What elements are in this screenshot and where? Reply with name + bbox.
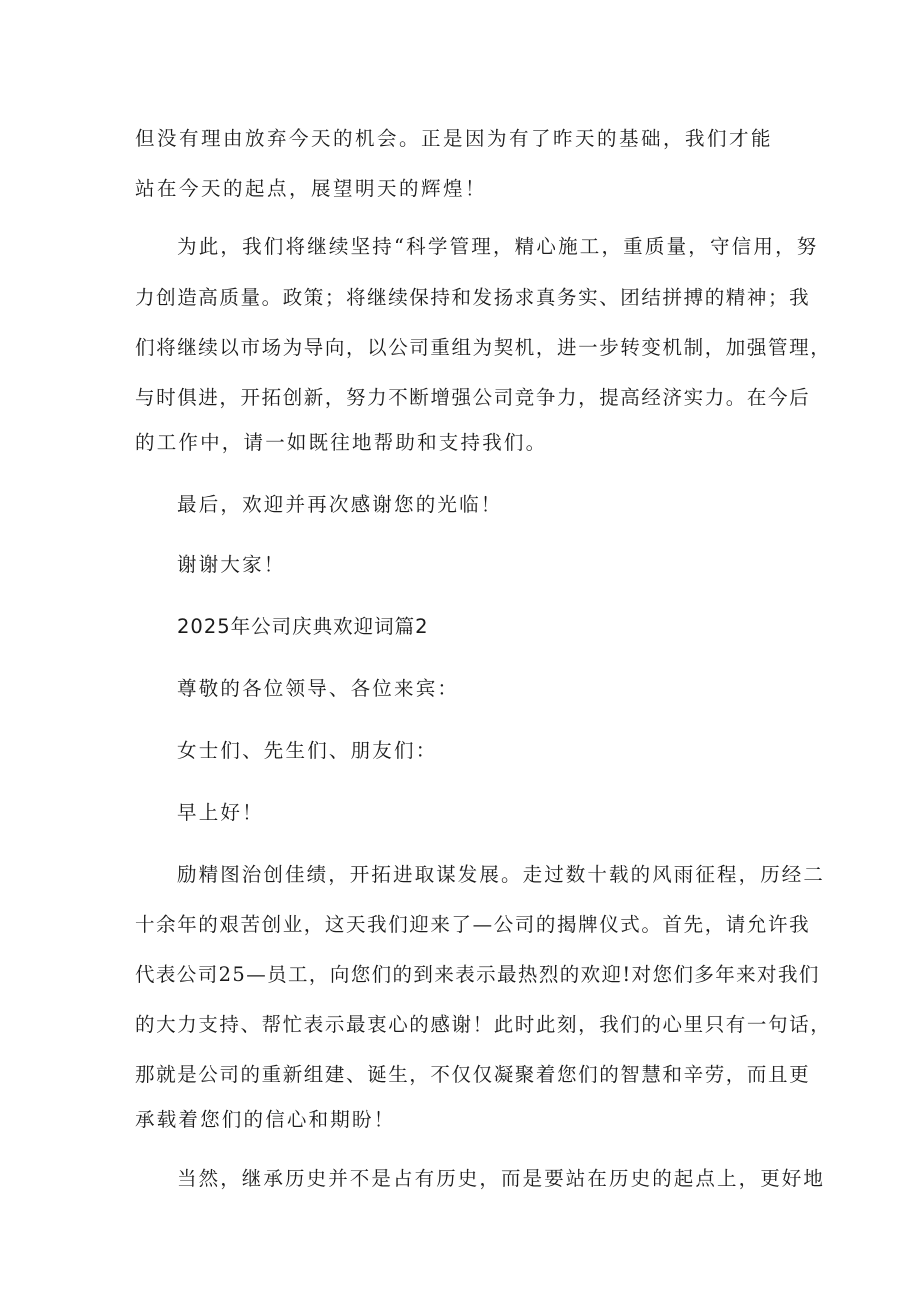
paragraph-line: 代表公司25—员工，向您们的到来表示最热烈的欢迎!对您们多年来对我们	[135, 963, 820, 986]
paragraph-line: 为此，我们将继续坚持“科学管理，精心施工，重质量，守信用，努	[177, 235, 819, 258]
paragraph-line: 尊敬的各位领导、各位来宾：	[177, 677, 460, 700]
paragraph-line: 的工作中，请一如既往地帮助和支持我们。	[135, 431, 548, 454]
paragraph-line: 站在今天的起点，展望明天的辉煌！	[135, 177, 488, 200]
paragraph-line: 与时俱进，开拓创新，努力不断增强公司竞争力，提高经济实力。在今后	[135, 386, 811, 409]
paragraph-line: 励精图治创佳绩，开拓进取谋发展。走过数十载的风雨征程，历经二	[177, 863, 826, 886]
paragraph-line: 女士们、先生们、朋友们：	[177, 739, 438, 762]
paragraph-line: 力创造高质量。政策；将继续保持和发扬求真务实、团结拼搏的精神；我	[135, 286, 811, 309]
paragraph-line: 们将继续以市场为导向，以公司重组为契机，进一步转变机制，加强管理，	[135, 336, 832, 359]
paragraph-line: 承载着您们的信心和期盼！	[135, 1108, 396, 1131]
paragraph-line: 谢谢大家！	[177, 553, 286, 576]
paragraph-line: 当然，继承历史并不是占有历史，而是要站在历史的起点上，更好地	[177, 1167, 826, 1190]
paragraph-line: 的大力支持、帮忙表示最衷心的感谢！此时此刻，我们的心里只有一句话，	[135, 1013, 832, 1036]
paragraph-line: 但没有理由放弃今天的机会。正是因为有了昨天的基础，我们才能	[135, 127, 774, 150]
paragraph-line: 最后，欢迎并再次感谢您的光临！	[177, 493, 503, 516]
section-heading: 2025年公司庆典欢迎词篇2	[177, 615, 429, 638]
paragraph-line: 那就是公司的重新组建、诞生，不仅仅凝聚着您们的智慧和辛劳，而且更	[135, 1063, 811, 1086]
paragraph-line: 早上好！	[177, 801, 264, 824]
paragraph-line: 十余年的艰苦创业，这天我们迎来了—公司的揭牌仪式。首先，请允许我	[135, 913, 811, 936]
